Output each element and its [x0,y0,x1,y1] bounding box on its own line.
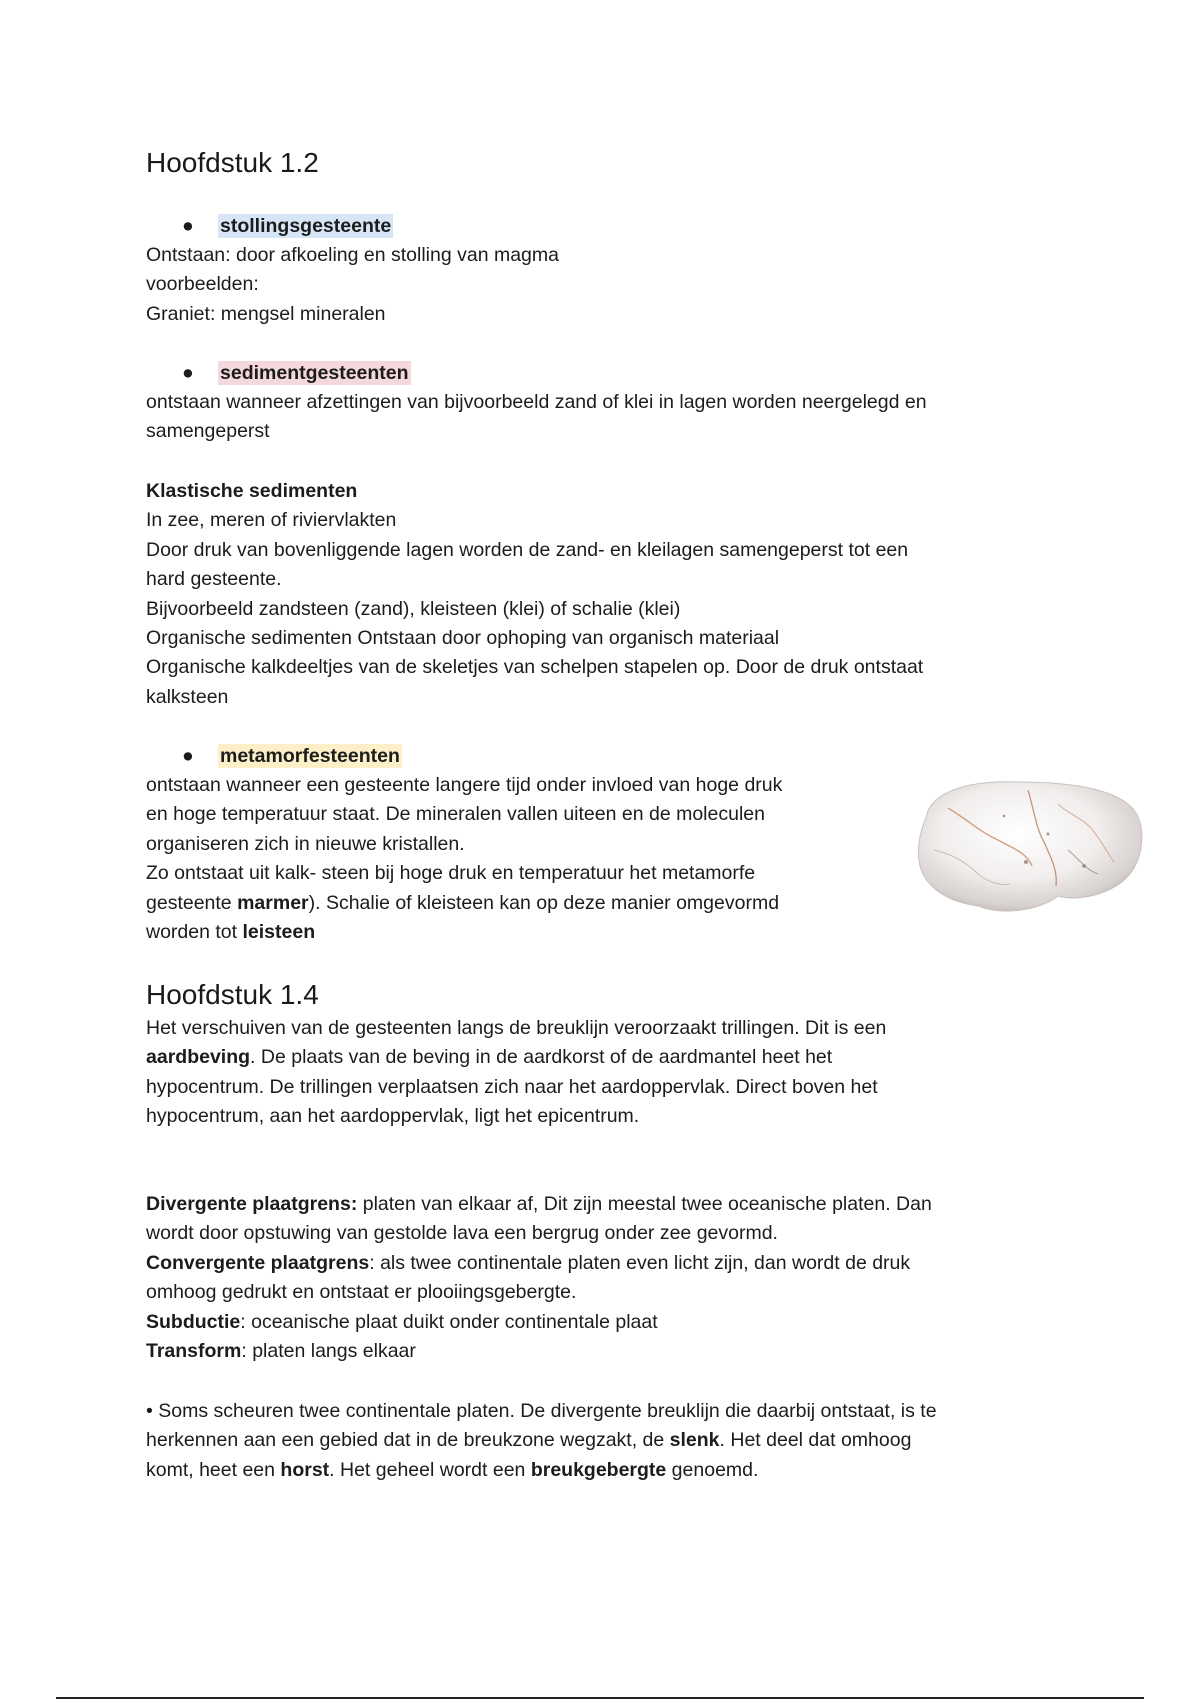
bullet-label: sedimentgesteenten [220,362,409,384]
section-stollingsgesteente [146,212,1056,329]
text-line: Transform: platen langs elkaar [146,1340,416,1363]
text-line: omhoog gedrukt en ontstaat er plooiingsgebergte. [146,1281,577,1304]
bullet-stollingsgesteente [146,212,1056,241]
text-line: Zo ontstaat uit kalk- steen bij hoge druk en temperatuur het metamorfe [146,862,756,885]
text-line: hard gesteente. [146,568,282,591]
text-line: Convergente plaatgrens: als twee continentale platen even licht zijn, dan wordt de druk [146,1251,911,1274]
bullet-dot-icon: ● [182,362,194,384]
text-line: ontstaan wanneer afzettingen van bijvoorbeeld zand of klei in lagen worden neergelegd en [146,391,927,413]
text-line: kalksteen [146,685,229,708]
text-line: komt, heet een horst. Het geheel wordt een breukgebergte genoemd. [146,1458,759,1481]
text-line: hypocentrum. De trillingen verplaatsen zich naar het aardoppervlak. Direct boven het [146,1075,878,1098]
text-line: gesteente marmer). Schalie of kleisteen kan op deze manier omgevormd [146,891,780,914]
subheading-klastische: Klastische sedimenten [146,480,358,502]
section-plaatgrenzen [146,1190,1056,1366]
bullet-label: stollingsgesteente [220,215,392,237]
text-line: Divergente plaatgrens: platen van elkaar af, Dit zijn meestal twee oceanische platen. Dan [146,1193,932,1215]
text-line: ontstaan wanneer een gesteente langere tijd onder invloed van hoge druk [146,774,783,796]
text-line: worden tot leisteen [146,921,316,944]
text-line: herkennen aan een gebied dat in de breukzone wegzakt, de slenk. Het deel dat omhoog [146,1429,912,1452]
section-klastische-sedimenten [146,477,1056,712]
text-line: Bijvoorbeeld zandsteen (zand), kleisteen (klei) of schalie (klei) [146,597,681,620]
text-line: wordt door opstuwing van gestolde lava een bergrug onder zee gevormd. [146,1222,778,1245]
marble-rock-image [908,770,1148,920]
text-line: • Soms scheuren twee continentale platen. De divergente breuklijn die daarbij ontstaat, is te [146,1400,937,1422]
text-line: Organische sedimenten Ontstaan door ophoping van organisch materiaal [146,627,780,650]
heading-hoofdstuk-1-4: Hoofdstuk 1.4 [146,979,319,1010]
bullet-metamorfesteenten [146,742,1056,771]
text-line: Graniet: mengsel mineralen [146,302,386,325]
text-line: hypocentrum, aan het aardoppervlak, ligt het epicentrum. [146,1105,640,1128]
section-slenk-horst [146,1397,1056,1485]
text-line: Subductie: oceanische plaat duikt onder continentale plaat [146,1310,658,1333]
text-line: Ontstaan: door afkoeling en stolling van magma [146,244,559,266]
text-line: aardbeving. De plaats van de beving in de aardkorst of de aardmantel heet het [146,1046,833,1069]
text-line: Door druk van bovenliggende lagen worden de zand- en kleilagen samengeperst tot een [146,538,909,561]
bottom-divider [56,1697,1144,1699]
bullet-dot-icon: ● [182,215,194,237]
bullet-dot-icon: ● [182,745,194,767]
section-hoofdstuk-1-4 [146,978,1056,1132]
section-sedimentgesteenten [146,359,1056,447]
text-line: samengeperst [146,420,270,443]
text-line: In zee, meren of riviervlakten [146,509,397,532]
heading-hoofdstuk-1-2: Hoofdstuk 1.2 [146,147,319,178]
text-line: Organische kalkdeeltjes van de skeletjes van schelpen stapelen op. Door de druk ontstaat [146,656,924,679]
text-line: organiseren zich in nieuwe kristallen. [146,832,465,855]
bullet-sedimentgesteenten [146,359,1056,388]
text-line: Het verschuiven van de gesteenten langs de breuklijn veroorzaakt trillingen. Dit is een [146,1017,887,1039]
text-line: en hoge temperatuur staat. De mineralen vallen uiteen en de moleculen [146,803,765,826]
text-line: voorbeelden: [146,273,259,296]
bullet-label: metamorfesteenten [220,745,400,767]
